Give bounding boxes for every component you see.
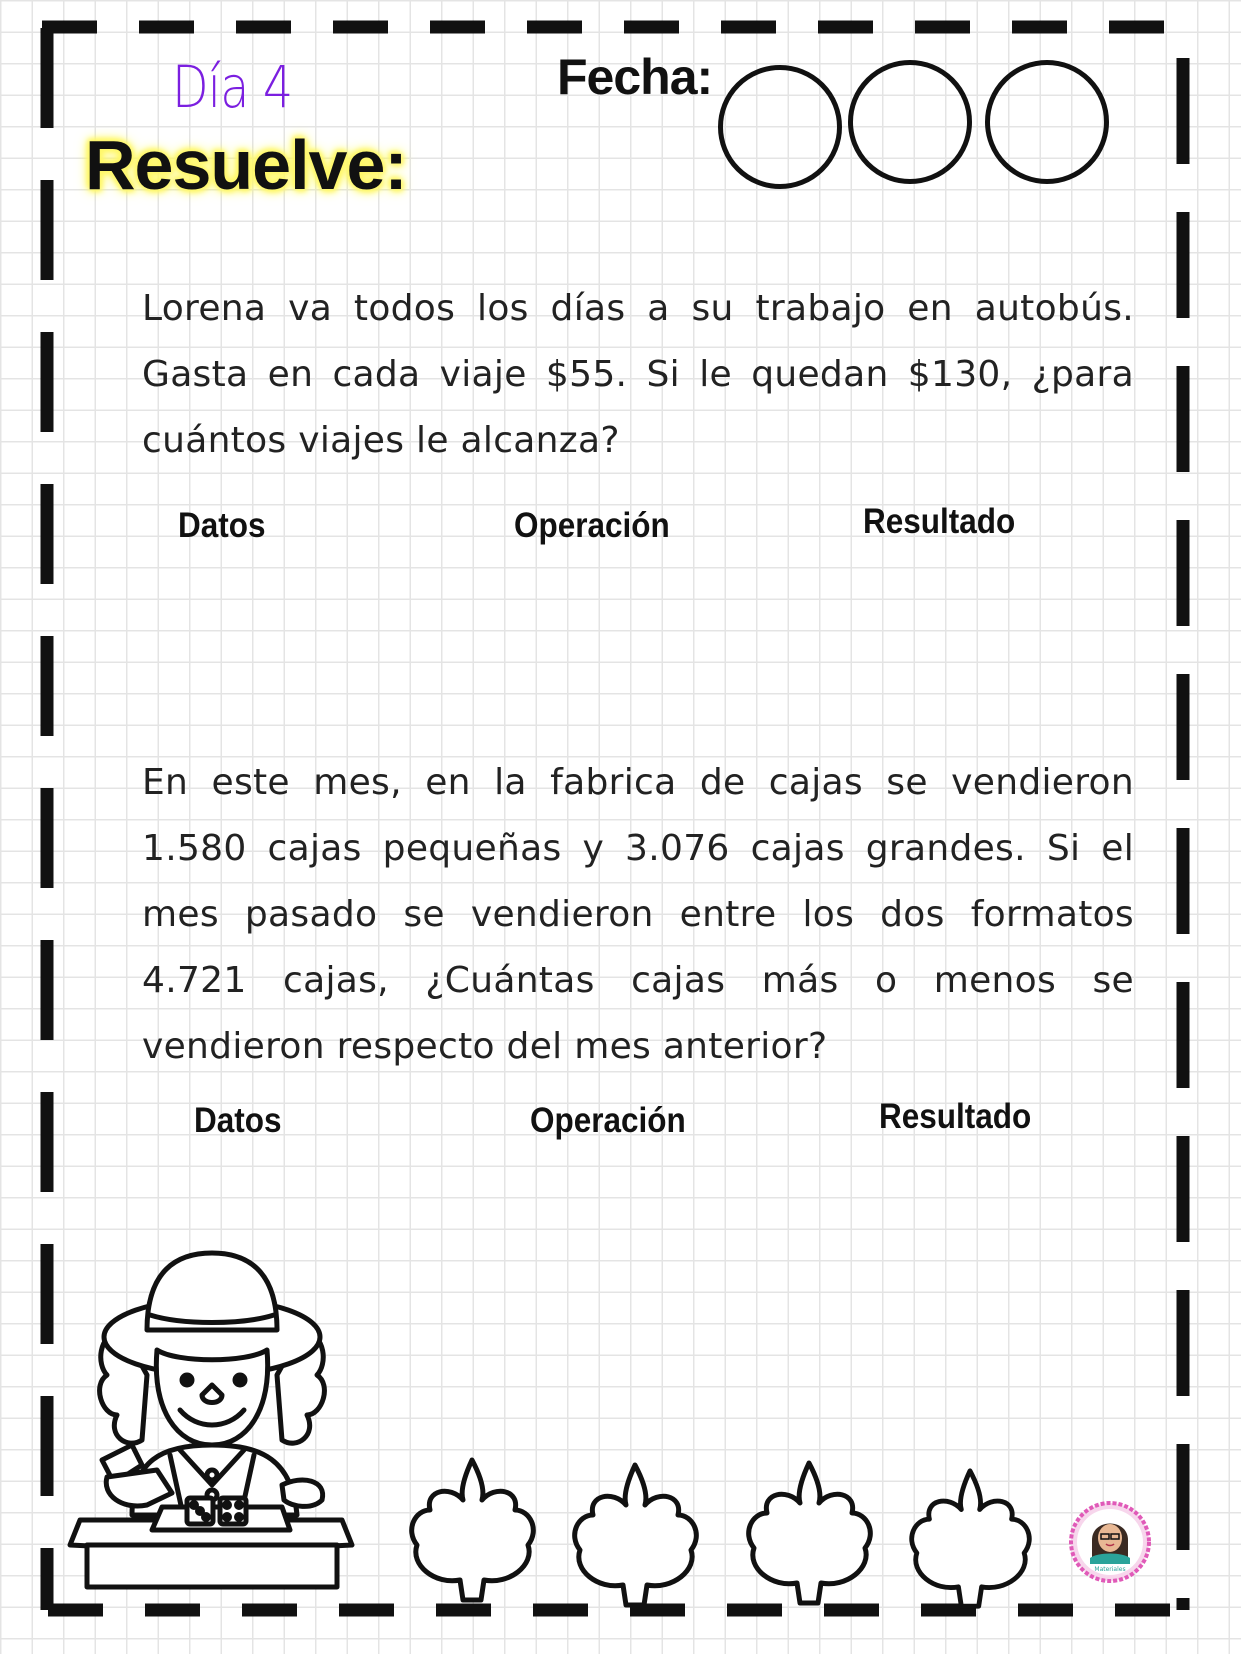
problem-1-text: [142, 276, 1134, 474]
author-logo-badge: [1068, 1500, 1152, 1584]
problem-1-resultado-label: Resultado: [863, 502, 1016, 541]
child-writing-illustration: [62, 1245, 382, 1595]
date-circle-month[interactable]: [848, 60, 972, 184]
problem-2-statement: En este mes, en la fabrica de cajas se vendieron 1.580 cajas pequeñas y 3.076 cajas grandes. Si el mes pasado se vendieron entre los dos formatos 4.721 cajas, ¿Cuántas cajas más o menos se vendieron respecto del mes anterior?: [142, 762, 1134, 1067]
svg-text:Materiales: Materiales: [1094, 1566, 1126, 1573]
leaf-icon: [903, 1466, 1038, 1611]
problem-2-resultado-label: Resultado: [879, 1097, 1032, 1136]
problem-1-datos-label: Datos: [178, 506, 266, 545]
problem-1-operacion-label: Operación: [514, 506, 670, 545]
page-title: Resuelve:: [85, 126, 407, 204]
leaf-icon: [405, 1455, 540, 1605]
leaf-icon: [568, 1460, 703, 1610]
date-circle-year[interactable]: [985, 60, 1109, 184]
problem-2-datos-label: Datos: [194, 1101, 282, 1140]
date-circle-day[interactable]: [718, 65, 842, 189]
problem-1-answer-area[interactable]: [142, 555, 1132, 725]
day-label: Día 4: [172, 53, 293, 121]
date-label: Fecha:: [557, 49, 713, 105]
leaf-icon: [742, 1458, 877, 1608]
problem-2-text: [142, 750, 1134, 1080]
problem-2-operacion-label: Operación: [530, 1101, 686, 1140]
problem-1-statement: Lorena va todos los días a su trabajo en autobús. Gasta en cada viaje $55. Si le quedan $130, ¿para cuántos viajes le alcanza?: [142, 288, 1134, 461]
